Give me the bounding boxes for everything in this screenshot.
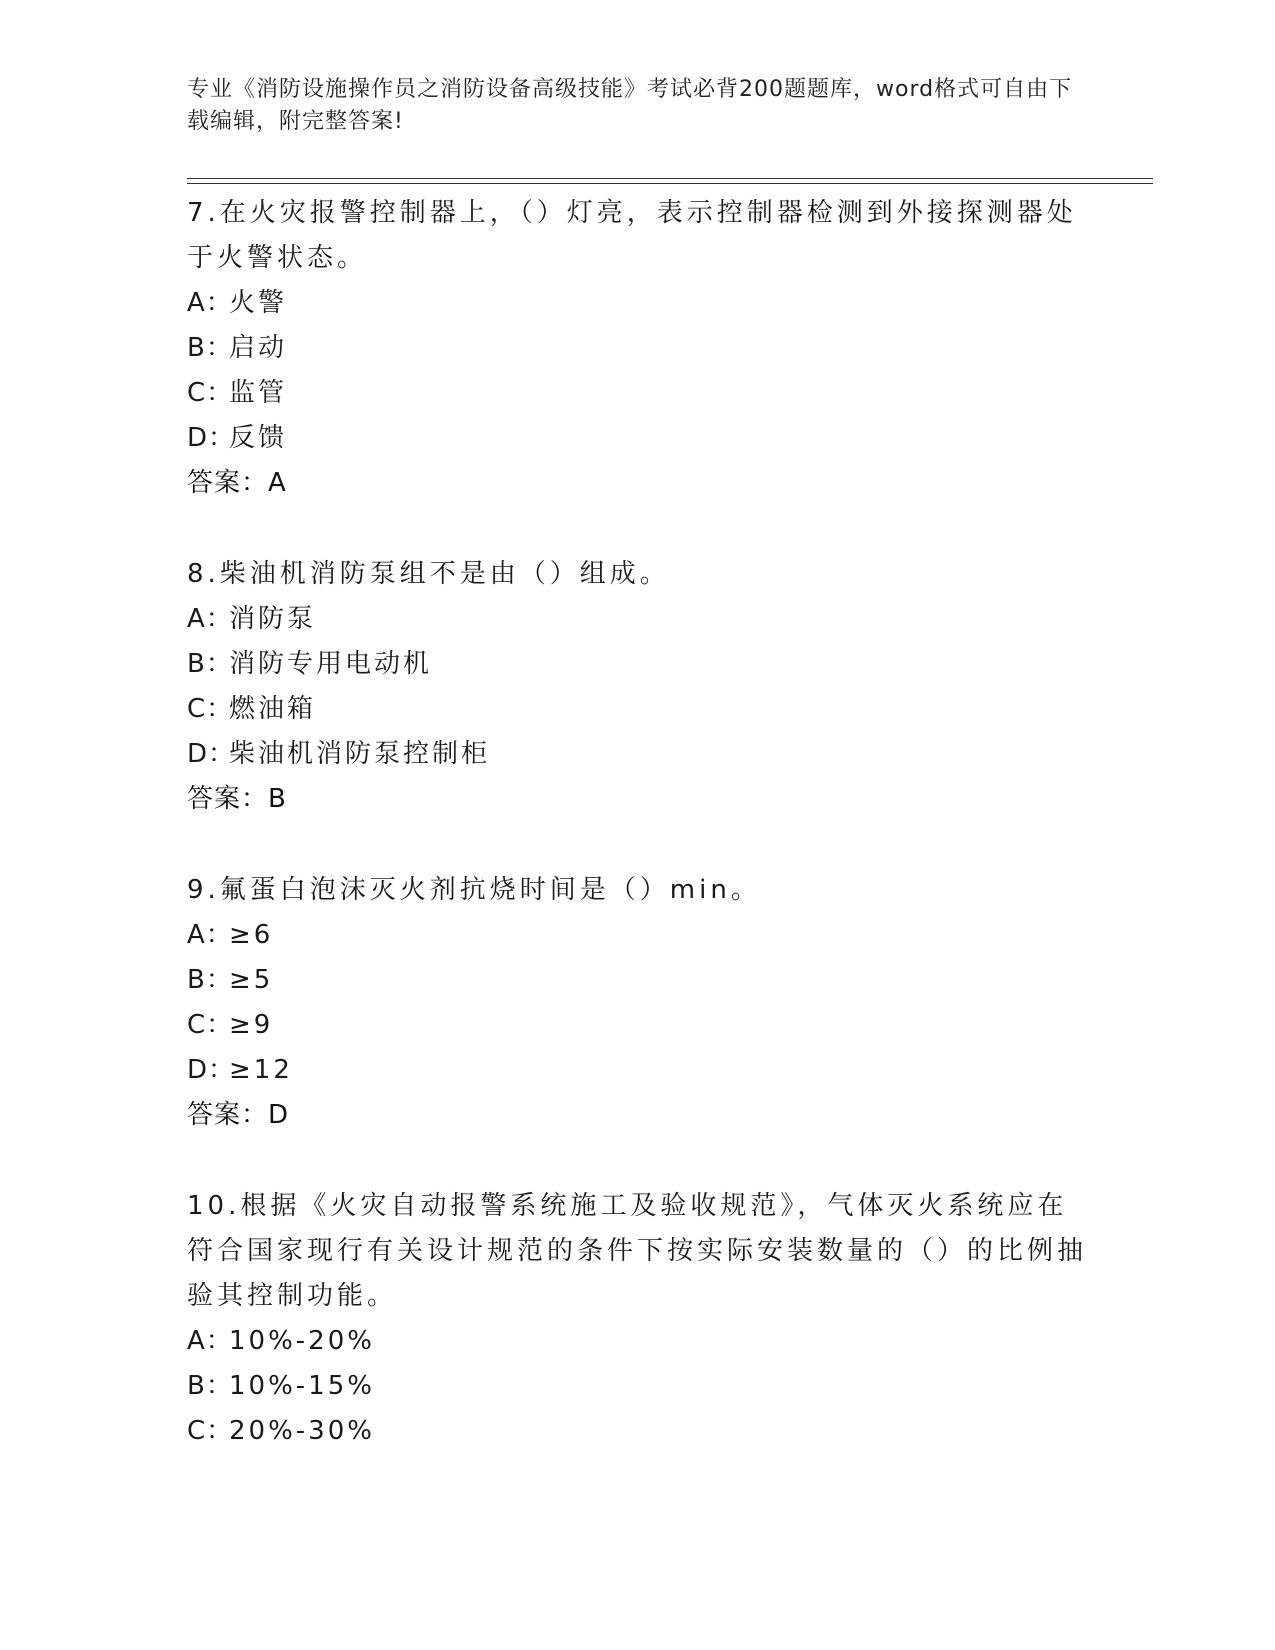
option-text: 20%-30% xyxy=(229,1416,375,1446)
option-a xyxy=(187,1319,1087,1364)
option-text: 监管 xyxy=(229,378,288,408)
option-letter: D： xyxy=(187,423,236,453)
option-text: 启动 xyxy=(229,333,288,363)
option-c xyxy=(187,687,1087,732)
answer-line: 答案：D xyxy=(187,1100,290,1130)
option-c xyxy=(187,371,1087,416)
question-8 xyxy=(187,552,1087,822)
answer-line: 答案：A xyxy=(187,468,287,498)
answer-line: 答案：B xyxy=(187,784,287,814)
question-stem: 7.在火灾报警控制器上，（）灯亮，表示控制器检测到外接探测器处于火警状态。 xyxy=(187,198,1077,273)
option-letter: C： xyxy=(187,378,234,408)
option-text: 消防专用电动机 xyxy=(229,649,433,679)
question-stem: 10.根据《火灾自动报警系统施工及验收规范》，气体灭火系统应在符合国家现行有关设计规范的条件下按实际安装数量的（）的比例抽验其控制功能。 xyxy=(187,1191,1088,1311)
question-list xyxy=(187,191,1087,1500)
option-d xyxy=(187,1048,1087,1093)
question-stem: 8.柴油机消防泵组不是由（）组成。 xyxy=(187,559,670,589)
option-b xyxy=(187,958,1087,1003)
option-text: ≥12 xyxy=(229,1055,293,1085)
option-text: 燃油箱 xyxy=(229,694,317,724)
option-c xyxy=(187,1409,1087,1454)
option-letter: C： xyxy=(187,1416,234,1446)
question-10 xyxy=(187,1184,1087,1454)
document-header: 专业《消防设施操作员之消防设备高级技能》考试必背200题题库，word格式可自由下载编辑，附完整答案! xyxy=(187,77,1073,134)
option-c xyxy=(187,1003,1087,1048)
option-a xyxy=(187,281,1087,326)
option-letter: B： xyxy=(187,1371,233,1401)
option-letter: D： xyxy=(187,1055,236,1085)
option-letter: B： xyxy=(187,333,233,363)
header-divider-bottom xyxy=(187,183,1153,184)
option-a xyxy=(187,913,1087,958)
option-letter: A： xyxy=(187,1326,233,1356)
option-letter: C： xyxy=(187,1010,234,1040)
option-text: 10%-20% xyxy=(229,1326,375,1356)
option-text: 消防泵 xyxy=(229,604,317,634)
option-letter: A： xyxy=(187,920,233,950)
question-9 xyxy=(187,868,1087,1138)
option-text: 10%-15% xyxy=(229,1371,375,1401)
option-letter: A： xyxy=(187,288,233,318)
option-b xyxy=(187,326,1087,371)
option-letter: B： xyxy=(187,965,233,995)
option-text: ≥9 xyxy=(229,1010,274,1040)
option-letter: C： xyxy=(187,694,234,724)
option-text: 火警 xyxy=(229,288,288,318)
option-b xyxy=(187,1364,1087,1409)
header-divider-top xyxy=(187,178,1153,179)
option-letter: D： xyxy=(187,739,236,769)
option-text: 反馈 xyxy=(229,423,288,453)
option-text: ≥6 xyxy=(229,920,274,950)
option-a xyxy=(187,597,1087,642)
option-d xyxy=(187,732,1087,777)
option-b xyxy=(187,642,1087,687)
option-d xyxy=(187,416,1087,461)
option-letter: B： xyxy=(187,649,233,679)
question-7 xyxy=(187,191,1087,506)
option-text: ≥5 xyxy=(229,965,274,995)
question-stem: 9.氟蛋白泡沫灭火剂抗烧时间是（）min。 xyxy=(187,875,761,905)
option-text: 柴油机消防泵控制柜 xyxy=(229,739,491,769)
option-letter: A： xyxy=(187,604,233,634)
